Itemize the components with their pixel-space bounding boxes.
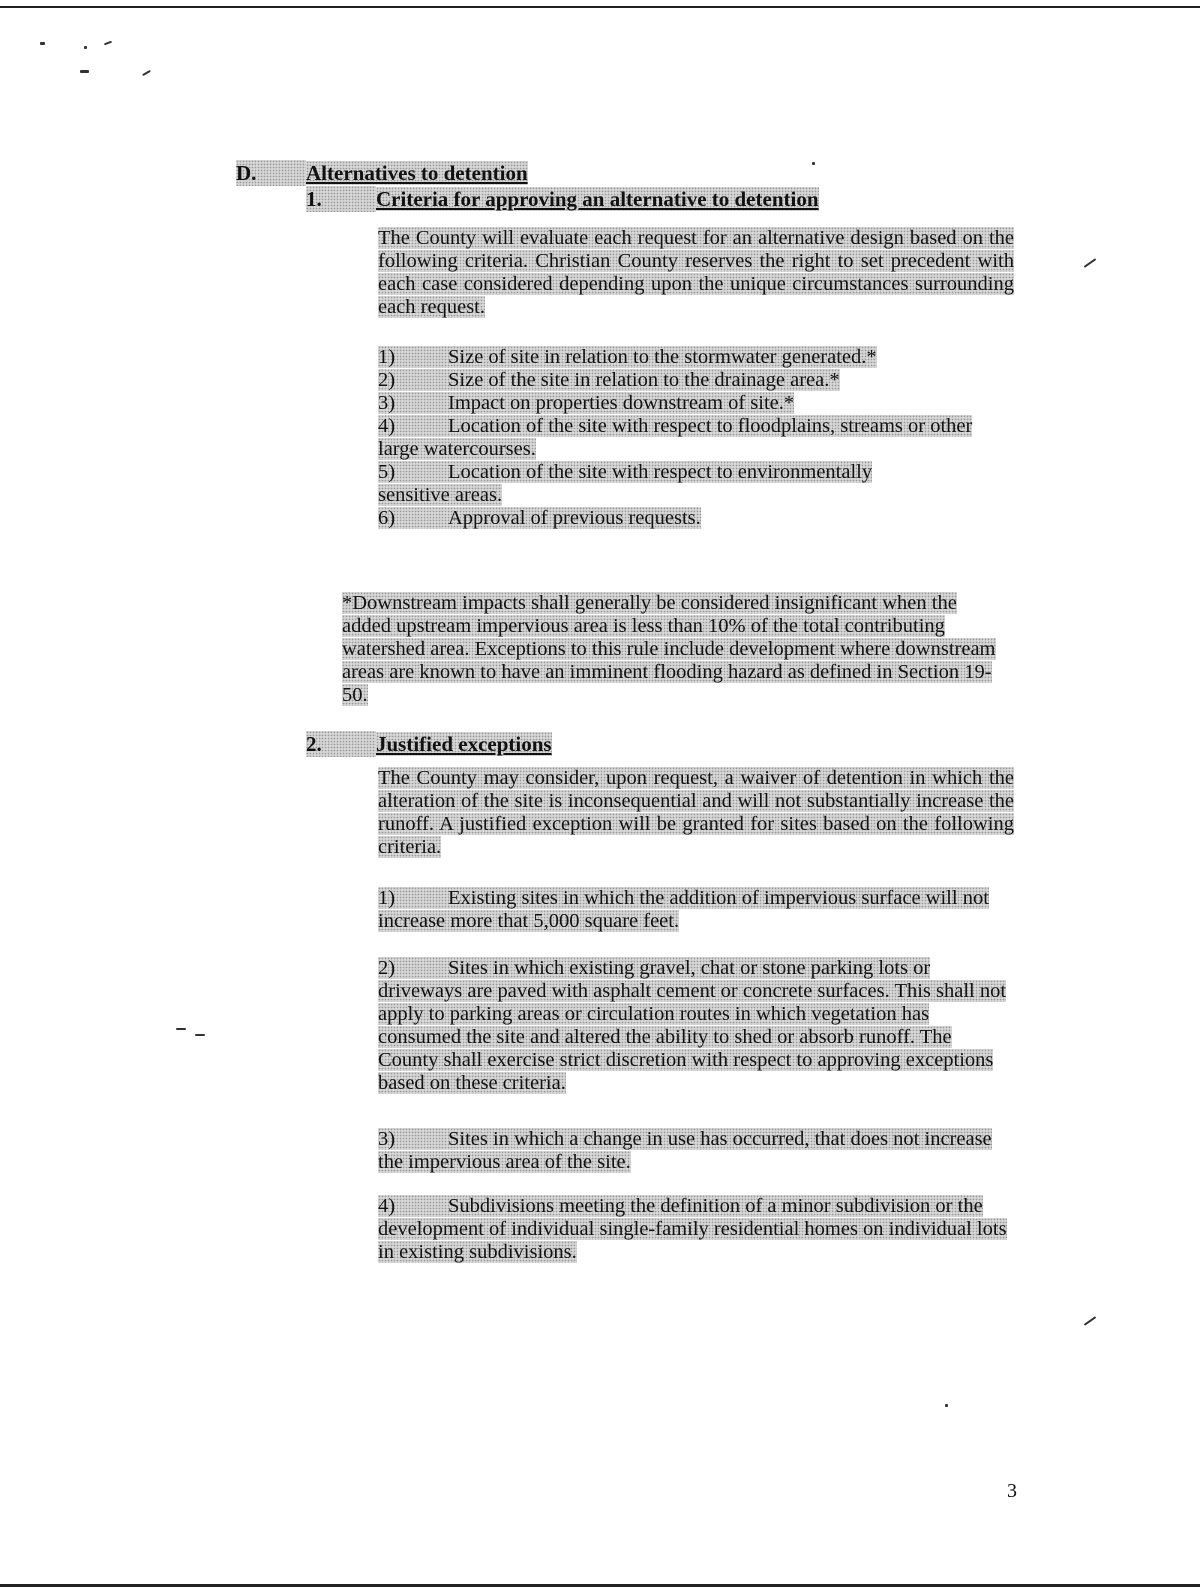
list-item-number: 2) xyxy=(378,369,396,391)
list-item-number: 1) xyxy=(378,887,396,909)
list-item xyxy=(378,507,1014,530)
subsection-2-intro xyxy=(378,767,1014,859)
subsection-1-criteria-list xyxy=(378,346,1014,530)
top-border-line xyxy=(0,6,1200,8)
scan-speck xyxy=(176,1028,186,1030)
subsection-2-title: Justified exceptions xyxy=(376,732,552,756)
list-item-text: Size of the site in relation to the drainage area.* xyxy=(448,369,840,391)
list-item-text: Existing sites in which the addition of impervious surface will not increase more that 5,000 square feet. xyxy=(378,887,989,932)
list-item xyxy=(378,461,938,507)
list-item-text: Approval of previous requests. xyxy=(448,507,701,529)
list-item-text: Impact on properties downstream of site.* xyxy=(448,392,795,414)
section-letter: D. xyxy=(236,160,306,186)
exception-item-1 xyxy=(378,887,998,933)
subsection-1-number: 1. xyxy=(306,186,376,212)
section-title: Alternatives to detention xyxy=(306,161,528,185)
list-item-text: Location of the site with respect to floodplains, streams or other large watercourses. xyxy=(378,415,973,460)
list-item-text: Location of the site with respect to environmentally sensitive areas. xyxy=(378,461,873,506)
scan-speck xyxy=(104,41,112,46)
list-item xyxy=(378,415,998,461)
scan-speck xyxy=(84,46,87,49)
exception-item-2 xyxy=(378,957,1008,1095)
subsection-2-number: 2. xyxy=(306,731,376,757)
list-item xyxy=(378,392,1014,415)
scan-speck xyxy=(1084,1316,1097,1326)
list-item-text: Sites in which a change in use has occurred, that does not increase the impervious area of the site. xyxy=(378,1128,992,1173)
subsection-1-heading xyxy=(306,186,819,212)
downstream-footnote xyxy=(342,592,1008,707)
list-item-number: 3) xyxy=(378,392,396,414)
page-number: 3 xyxy=(1007,1480,1017,1502)
list-item-number: 1) xyxy=(378,346,396,368)
subsection-1-title: Criteria for approving an alternative to detention xyxy=(376,187,819,211)
list-item-number: 4) xyxy=(378,415,396,437)
scan-speck xyxy=(195,1034,205,1036)
scan-speck xyxy=(80,70,89,73)
list-item xyxy=(378,369,1014,392)
scan-speck xyxy=(812,162,815,165)
list-item-text: Size of site in relation to the stormwater generated.* xyxy=(448,346,877,368)
subsection-1-intro xyxy=(378,227,1014,319)
subsection-2-intro-text: The County may consider, upon request, a waiver of detention in which the alteration of the site is inconsequential and will not substantially increase the runoff. A justified exception will be granted for sites based on the following criteria. xyxy=(378,767,1014,858)
list-item-text: Sites in which existing gravel, chat or stone parking lots or driveways are paved with asphalt cement or concrete surfaces. This shall not apply to parking areas or circulation routes in which vegetation has consumed the site and altered the ability to shed or absorb runoff. The County shall exercise strict discretion with respect to approving exceptions based on these criteria. xyxy=(378,957,1007,1094)
section-heading xyxy=(236,160,528,186)
list-item-number: 6) xyxy=(378,507,396,529)
exception-item-3 xyxy=(378,1128,998,1174)
downstream-footnote-text: *Downstream impacts shall generally be considered insignificant when the added upstream impervious area is less than 10% of the total contributing watershed area. Exceptions to this rule include development where downstream areas are known to have an imminent flooding hazard as defined in Section 19-50. xyxy=(342,592,996,706)
subsection-1-intro-text: The County will evaluate each request for an alternative design based on the following criteria. Christian County reserves the right to set precedent with each case considered depending upon the unique circumstances surrounding each request. xyxy=(378,227,1014,318)
scan-speck xyxy=(945,1404,948,1407)
scan-speck xyxy=(1084,258,1097,268)
list-item xyxy=(378,346,1014,369)
bottom-border-line xyxy=(0,1584,1200,1587)
list-item-number: 5) xyxy=(378,461,396,483)
subsection-2-heading xyxy=(306,731,552,757)
scan-speck xyxy=(40,42,45,45)
list-item-number: 4) xyxy=(378,1195,396,1217)
scan-speck xyxy=(142,70,151,76)
list-item-text: Subdivisions meeting the definition of a minor subdivision or the development of individual single-family residential homes on individual lots in existing subdivisions. xyxy=(378,1195,1007,1263)
list-item-number: 2) xyxy=(378,957,396,979)
exception-item-4 xyxy=(378,1195,1010,1264)
list-item-number: 3) xyxy=(378,1128,396,1150)
